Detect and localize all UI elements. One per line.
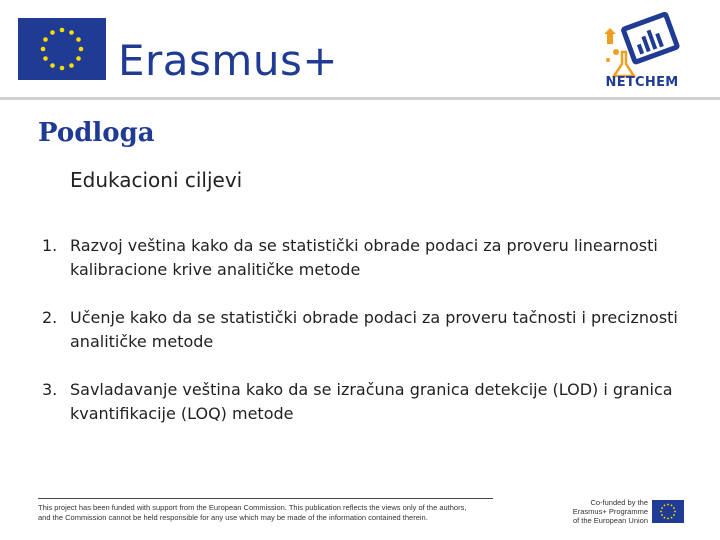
footer-divider	[38, 498, 493, 499]
eu-flag-small-icon	[652, 500, 684, 523]
list-item-number: 3.	[42, 380, 58, 399]
list-item	[42, 234, 682, 282]
objectives-list	[42, 234, 682, 450]
erasmus-logo-text: Erasmus+	[118, 36, 339, 85]
slide-title: Podloga	[38, 118, 155, 148]
cofunded-line: Co-funded by the	[590, 498, 648, 507]
header-divider	[0, 97, 720, 100]
eu-flag-icon	[18, 18, 106, 80]
list-item-number: 2.	[42, 308, 58, 327]
netchem-logo-text: NETCHEM	[605, 75, 679, 90]
disclaimer-line: and the Commission cannot be held responsible for any use which may be made of the information contained therein.	[38, 513, 428, 522]
cofunded-label	[566, 498, 648, 525]
eu-stars	[41, 28, 84, 71]
funding-disclaimer	[38, 503, 518, 523]
list-item	[42, 306, 682, 354]
list-item	[42, 378, 682, 426]
disclaimer-line: This project has been funded with support from the European Commission. This publication reflects the views only of the authors,	[38, 503, 467, 512]
list-item-text: Razvoj veština kako da se statistički obrade podaci za proveru linearnosti kalibracione krive analitičke metode	[70, 236, 658, 279]
cofunded-line: Erasmus+ Programme	[572, 507, 648, 516]
list-item-text: Savladavanje veština kako da se izračuna granica detekcije (LOD) i granica kvantifikacije (LOQ) metode	[70, 380, 673, 423]
slide-subtitle: Edukacioni ciljevi	[70, 168, 243, 192]
list-item-number: 1.	[42, 236, 58, 255]
list-item-text: Učenje kako da se statistički obrade podaci za proveru tačnosti i preciznosti analitičke metode	[70, 308, 678, 351]
cofunded-line: of the European Union	[572, 516, 648, 525]
